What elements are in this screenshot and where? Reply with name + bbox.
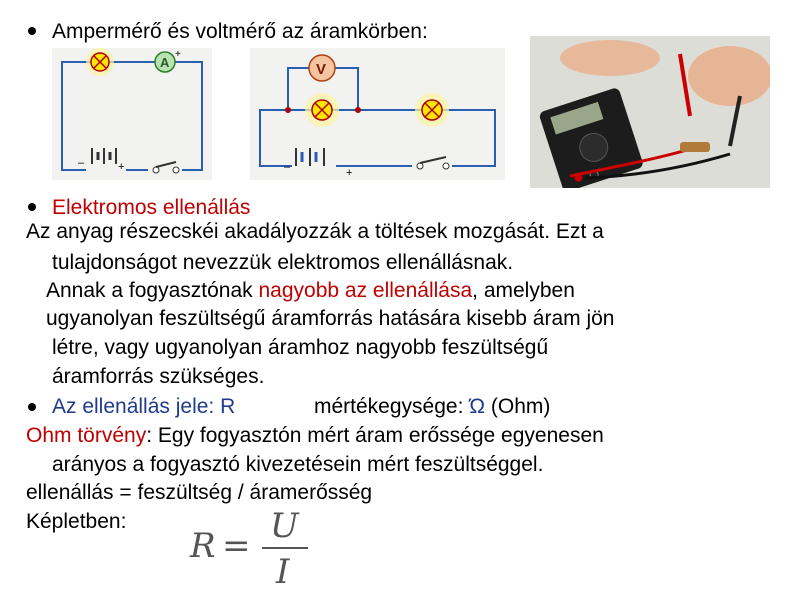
ohm-law-text: : Egy fogyasztón mért áram erőssége egyenesen	[146, 424, 604, 447]
para1-line2: tulajdonságot nevezzük elektromos ellenállásnak.	[52, 251, 514, 274]
bullet-heading2	[28, 203, 36, 211]
para2-line1-a: Annak a fogyasztónak	[46, 279, 259, 302]
resistance-ratio: ellenállás = feszültség / áramerősség	[26, 481, 373, 504]
ohm-name: (Ohm)	[485, 395, 551, 418]
multimeter-photo-svg	[530, 36, 770, 188]
formula-label: Képletben:	[26, 510, 127, 533]
para2-line4: áramforrás szükséges.	[52, 365, 265, 388]
resistance-symbol-text: Az ellenállás jele: R	[52, 395, 236, 418]
resistance-symbol-line	[52, 395, 235, 419]
formula-equals: =	[222, 526, 251, 566]
ammeter-circuit-diagram	[52, 48, 212, 180]
ohm-symbol: Ώ	[469, 395, 486, 418]
voltmeter-label: V	[316, 61, 327, 78]
para2-highlight: nagyobb az ellenállása	[258, 279, 473, 302]
ammeter-label: A	[160, 55, 170, 70]
resistance-unit-label: mértékegysége:	[314, 395, 470, 418]
para2-line2: ugyanolyan feszültségű áramforrás hatására kisebb áram jön	[46, 307, 615, 330]
heading-electric-resistance: Elektromos ellenállás	[52, 196, 251, 219]
battery-minus-1: –	[78, 157, 85, 169]
formula-denominator: I	[276, 552, 290, 592]
bullet-symbol	[28, 403, 36, 411]
bullet-heading1	[28, 27, 36, 35]
ohm-law-line2: arányos a fogyasztó kivezetésein mért feszültséggel.	[52, 453, 544, 476]
battery-plus-2: +	[346, 167, 353, 179]
para2-line3: létre, vagy ugyanolyan áramhoz nagyobb feszültségű	[52, 336, 549, 359]
voltmeter-circuit-diagram	[250, 48, 505, 180]
ohm-law-line1	[26, 424, 604, 448]
multimeter-photo	[530, 36, 770, 188]
para1-line1: Az anyag részecskéi akadályozzák a töltések mozgását. Ezt a	[26, 220, 604, 243]
ammeter-plus: +	[175, 49, 181, 60]
heading-ammeter-voltmeter: Ampermérő és voltmérő az áramkörben:	[52, 20, 428, 43]
para2-line1-c: , amelyben	[472, 279, 575, 302]
formula-lhs: R	[190, 526, 216, 566]
resistance-unit-line	[314, 395, 550, 419]
voltmeter-circuit-svg	[250, 48, 505, 180]
battery-minus-2: –	[284, 161, 291, 173]
formula-numerator: U	[270, 506, 299, 546]
battery-plus-1: +	[118, 161, 125, 173]
ammeter-circuit-svg	[52, 48, 212, 180]
ohm-law-title: Ohm törvény	[26, 424, 147, 447]
para2-line1	[46, 279, 575, 303]
formula-fraction-bar	[262, 547, 308, 549]
